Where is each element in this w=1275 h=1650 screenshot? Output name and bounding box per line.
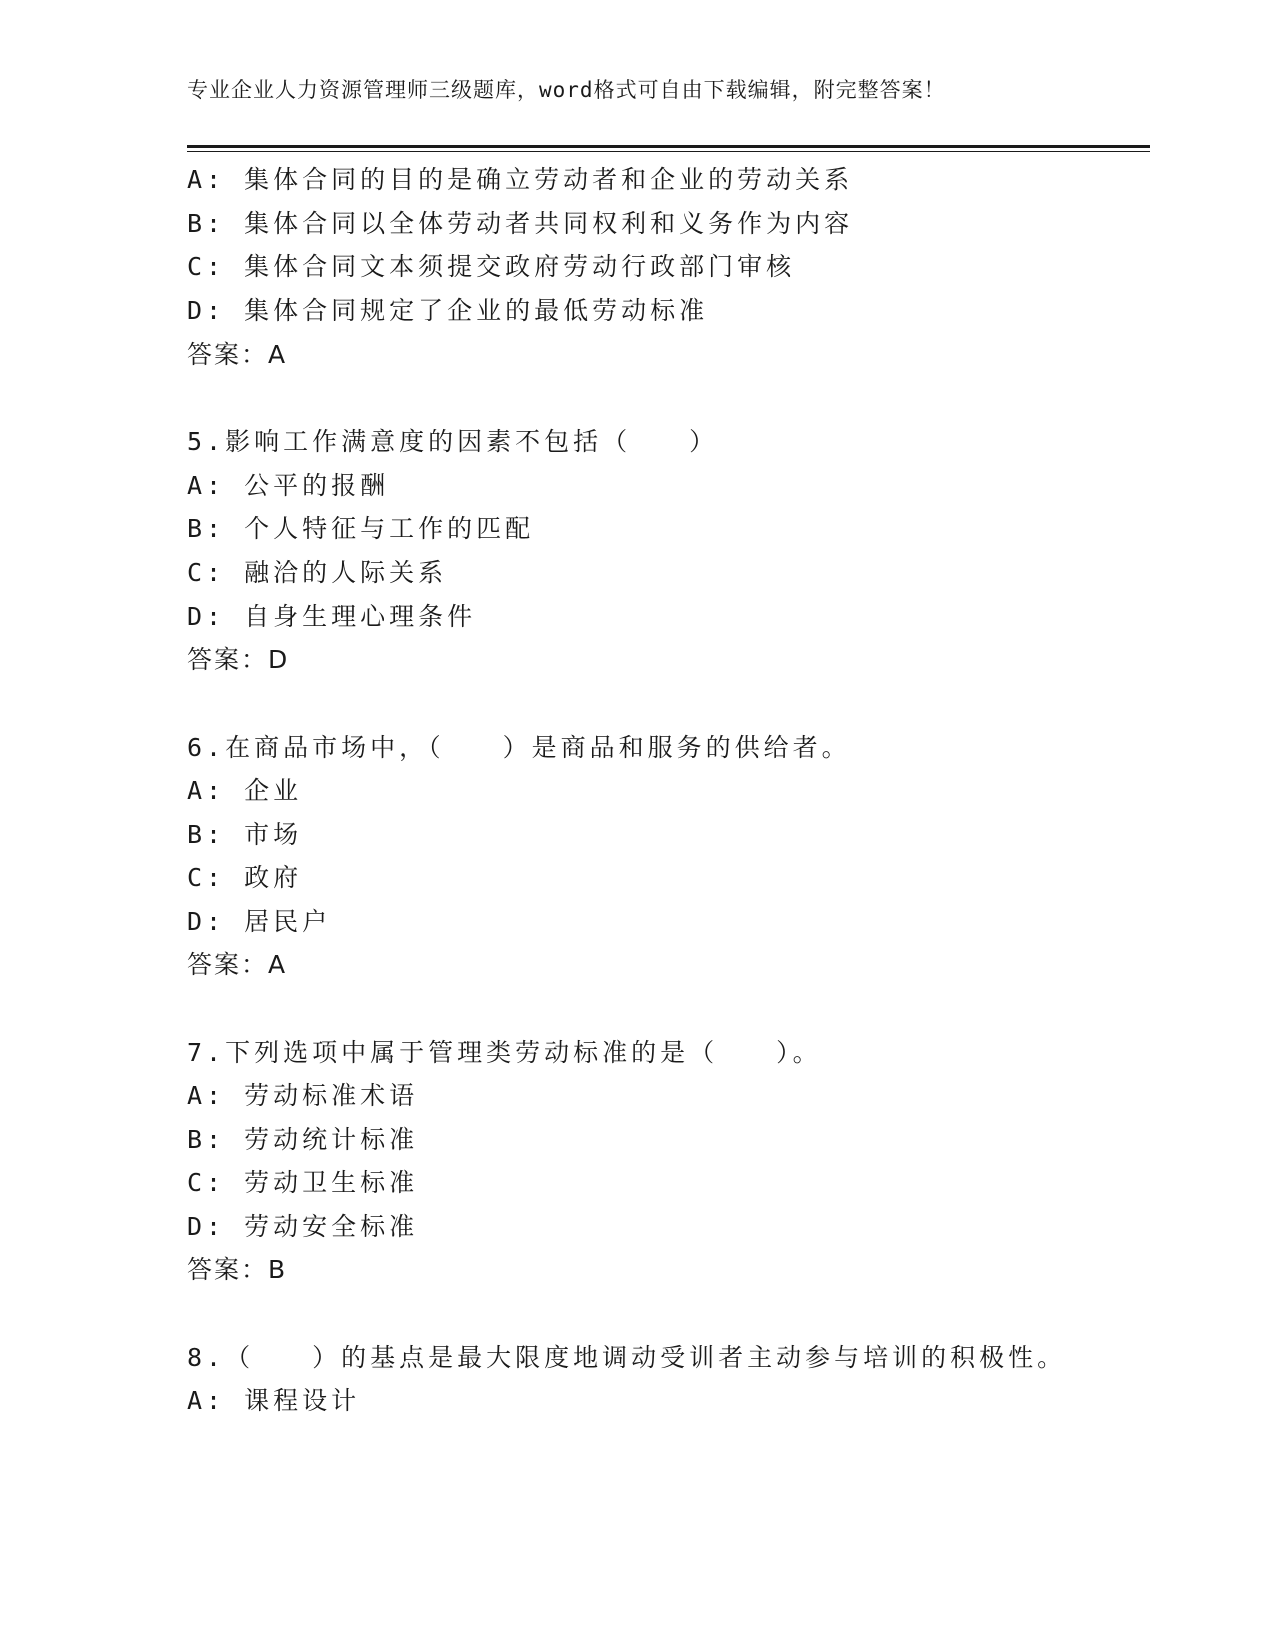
q6-option-a: A: 企业 [187,776,303,805]
q5-answer: 答案：D [187,645,290,674]
q6-question: 6.在商品市场中，（ ）是商品和服务的供给者。 [187,733,851,762]
q6-option-b: B: 市场 [187,820,303,849]
q7-answer: 答案：B [187,1255,288,1284]
q7-option-d: D: 劳动安全标准 [187,1212,419,1241]
q5-option-d: D: 自身生理心理条件 [187,602,477,631]
q5-option-c: C: 融洽的人际关系 [187,558,448,587]
q5-option-b: B: 个人特征与工作的匹配 [187,514,535,543]
q7-option-c: C: 劳动卫生标准 [187,1168,419,1197]
q8-question: 8.（ ）的基点是最大限度地调动受训者主动参与培训的积极性。 [187,1343,1067,1372]
q4-answer: 答案：A [187,340,288,369]
q6-option-d: D: 居民户 [187,907,332,936]
q7-option-b: B: 劳动统计标准 [187,1125,419,1154]
q8-option-a: A: 课程设计 [187,1386,361,1415]
q4-option-b: B: 集体合同以全体劳动者共同权利和义务作为内容 [187,209,854,238]
q4-option-d: D: 集体合同规定了企业的最低劳动标准 [187,296,709,325]
q6-answer: 答案：A [187,950,288,979]
q7-question: 7.下列选项中属于管理类劳动标准的是（ ）。 [187,1038,822,1067]
q4-option-a: A: 集体合同的目的是确立劳动者和企业的劳动关系 [187,165,854,194]
q5-option-a: A: 公平的报酬 [187,471,390,500]
q7-option-a: A: 劳动标准术语 [187,1081,419,1110]
q6-option-c: C: 政府 [187,863,303,892]
q4-option-c: C: 集体合同文本须提交政府劳动行政部门审核 [187,252,796,281]
header-rule-thick [187,145,1150,148]
header-rule-thin [187,151,1150,152]
q5-question: 5.影响工作满意度的因素不包括（ ） [187,427,719,456]
page-header: 专业企业人力资源管理师三级题库，word格式可自由下载编辑，附完整答案！ [187,78,946,102]
